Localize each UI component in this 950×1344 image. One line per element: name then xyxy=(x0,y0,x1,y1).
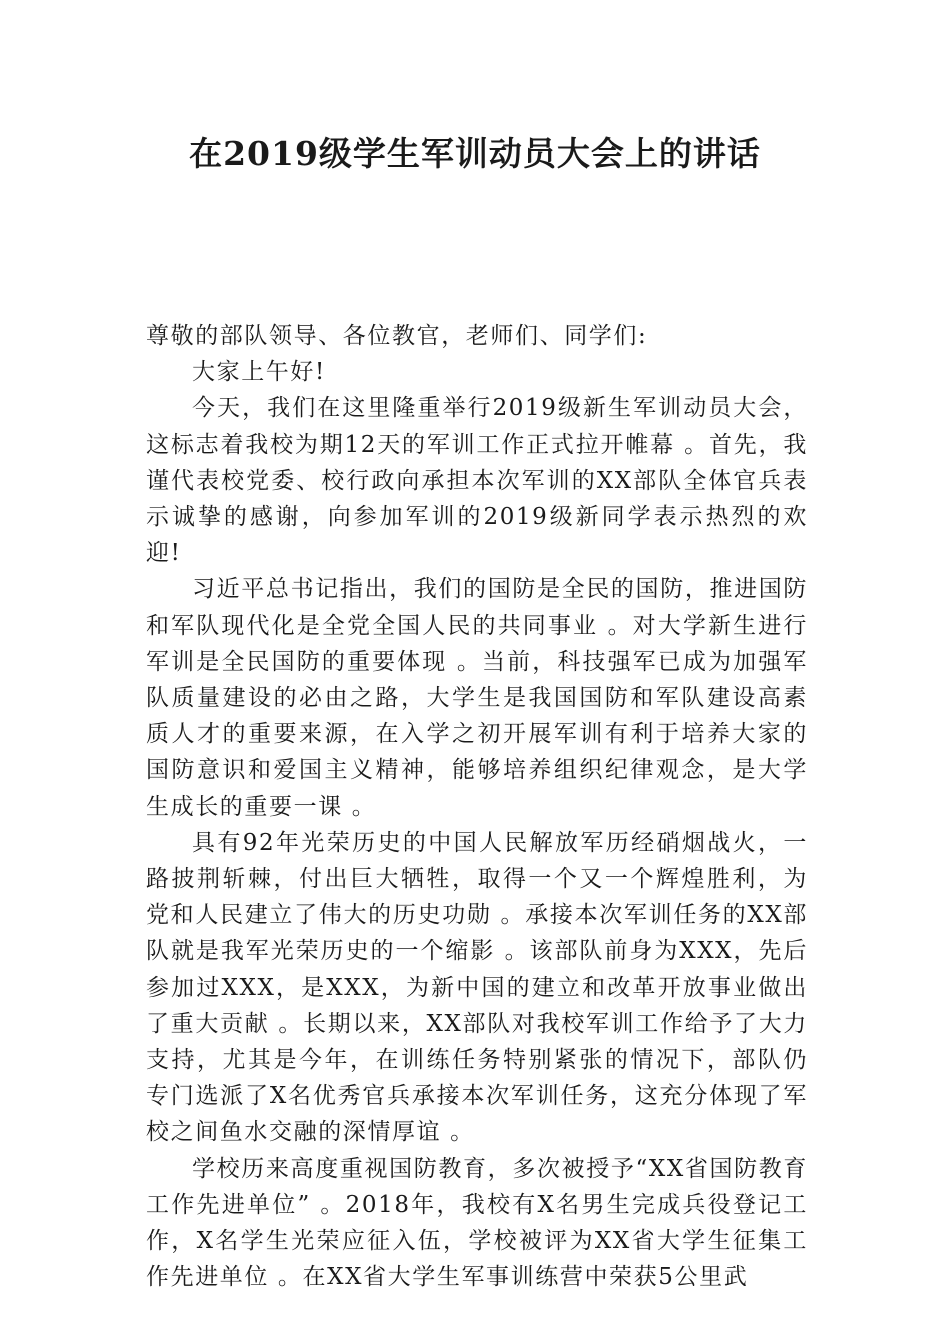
salutation: 尊敬的部队领导、各位教官，老师们、同学们: xyxy=(146,323,648,349)
paragraph: 习近平总书记指出，我们的国防是全民的国防，推进国防和军队现代化是全党全国人民的共同事业 。对大学新生进行军训是全民国防的重要体现 。当前，科技强军已成为加强军队质量建设的必由之路，大学生是我国国防和军队建设高素质人才的重要来源，在入学之初开展军训有利于培养大家的国防意识和爱国主义精神，能够培养组织纪律观念，是大学生成长的重要一课 。 xyxy=(146,576,808,820)
paragraph: 学校历来高度重视国防教育，多次被授予“XX省国防教育工作先进单位” 。2018年，我校有X名男生完成兵役登记工作，X名学生光荣应征入伍，学校被评为XX省大学生征集工作先进单位 。在XX省大学生军事训练营中荣获5公里武 xyxy=(146,1155,808,1291)
paragraph: 今天，我们在这里隆重举行2019级新生军训动员大会，这标志着我校为期12天的军训工作正式拉开帷幕 。首先，我谨代表校党委、校行政向承担本次军训的XX部队全体官兵表示诚挚的感谢，向参加军训的2019级新同学表示热烈的欢迎! xyxy=(146,395,808,567)
document-title: 在2019级学生军训动员大会上的讲话 xyxy=(189,134,761,173)
paragraph: 具有92年光荣历史的中国人民解放军历经硝烟战火，一路披荆斩棘，付出巨大牺牲，取得一个又一个辉煌胜利，为党和人民建立了伟大的历史功勋 。承接本次军训任务的XX部队就是我军光荣历史的一个缩影 。该部队前身为XXX，先后参加过XXX，是XXX，为新中国的建立和改革开放事业做出了重大贡献 。长期以来，XX部队对我校军训工作给予了大力支持，尤其是今年，在训练任务特别紧张的情况下，部队仍专门选派了X名优秀官兵承接本次军训任务，这充分体现了军校之间鱼水交融的深情厚谊 。 xyxy=(146,829,808,1146)
document-body xyxy=(146,318,808,1295)
greeting: 大家上午好! xyxy=(192,359,326,386)
